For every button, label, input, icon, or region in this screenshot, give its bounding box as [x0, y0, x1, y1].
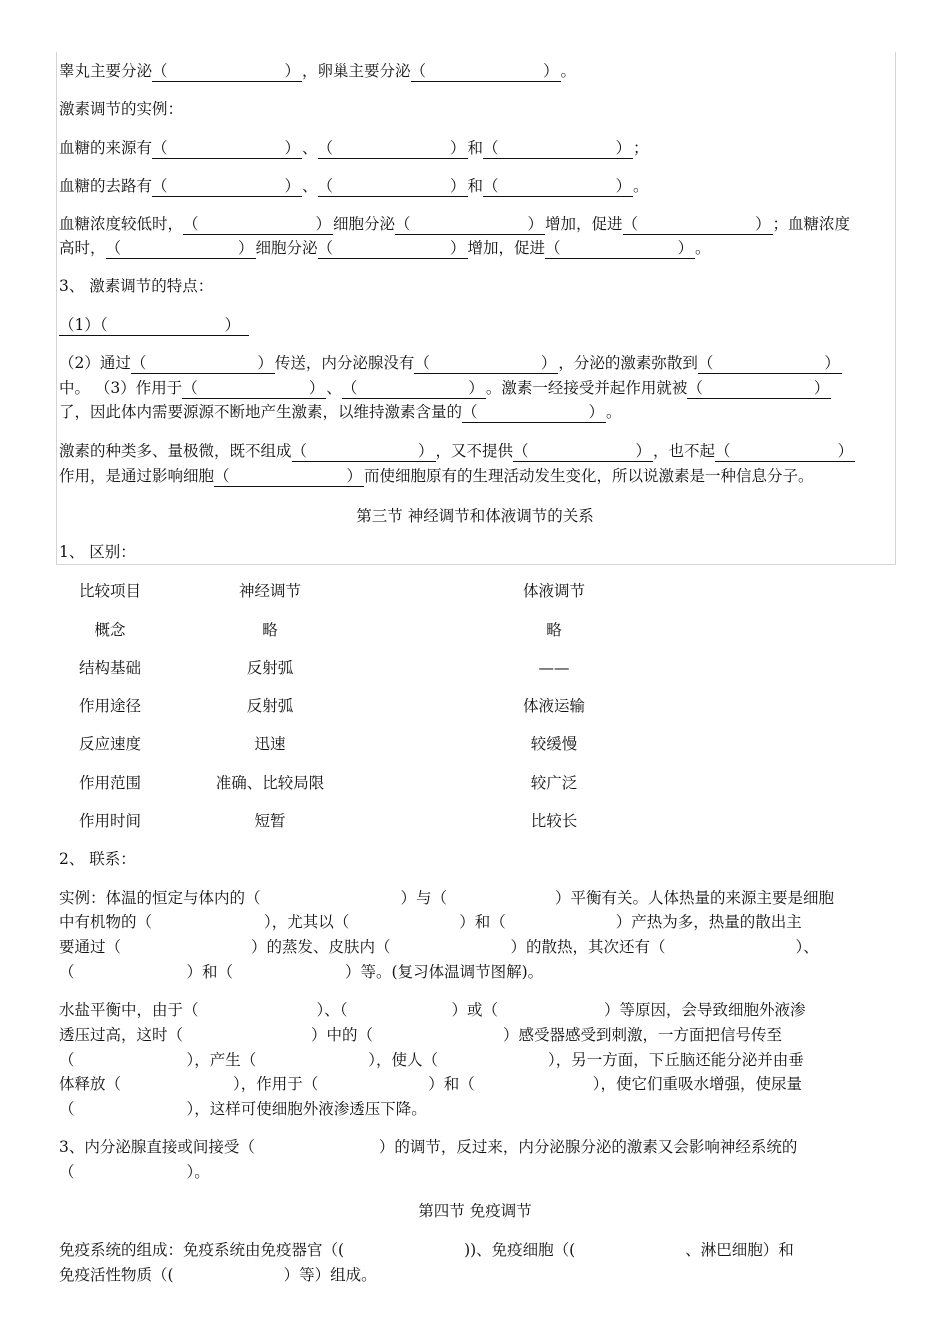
link-heading: 2、 联系： — [59, 850, 136, 868]
blank[interactable]: （ ） — [183, 215, 332, 233]
immune-line-1: 免疫系统的组成：免疫系统由免疫器官（( ))、免疫细胞（( 、淋巴细胞）和 — [59, 1241, 794, 1259]
line-hormone-1: 激素的种类多、量极微，既不组成（ ） ，又不提供（ ） ，也不起（ ） — [59, 442, 854, 460]
blank[interactable]: （ ） — [395, 215, 544, 233]
line-feature-4: 了，因此体内需要源源不断地产生激素，以维持激素含量的（ ） 。 — [59, 403, 622, 421]
line-high-glucose: 高时，（ ） 细胞分泌（ ） 增加，促进（ ） 。 — [59, 239, 711, 257]
table-header: 神经调节 — [238, 582, 301, 600]
table-cell: 略 — [262, 621, 278, 639]
blank[interactable]: （ ） — [545, 239, 694, 257]
table-cell: 反应速度 — [78, 735, 141, 753]
table-cell: 反射弧 — [246, 697, 294, 715]
blank[interactable]: （1）（ ） — [59, 315, 249, 336]
blank[interactable]: （ ） — [291, 442, 434, 460]
temp-line-3: 要通过（ ）的蒸发、皮肤内（ ）的散热，其次还有（ ）、 — [59, 938, 819, 956]
line-feature-3: 中。 （3）作用于（ ） 、（ ） 。激素一经接受并起作用就被（ ） — [59, 379, 830, 397]
temp-line-1: 实例：体温的恒定与体内的（ ）与（ ）平衡有关。人体热量的来源主要是细胞 — [59, 889, 835, 907]
table-cell: 作用途径 — [78, 697, 141, 715]
water-line-3: （ ），产生（ ），使人（ ），另一方面，下丘脑还能分泌并由垂 — [59, 1051, 804, 1069]
immune-line-2: 免疫活性物质（( ）等）组成。 — [59, 1266, 377, 1284]
table-cell: 体液运输 — [522, 697, 585, 715]
endocrine-line-1: 3、内分泌腺直接或间接受（ ）的调节，反过来，内分泌腺分泌的激素又会影响神经系统的 — [59, 1138, 798, 1156]
table-cell: 比较长 — [530, 812, 578, 830]
blank[interactable]: （ ） — [715, 442, 854, 460]
blank[interactable]: （ ） — [317, 177, 466, 195]
boxed-section — [56, 52, 896, 565]
line-glucose-out: 血糖的去路有（ ） 、（ ） 和（ ） 。 — [59, 177, 649, 195]
blank[interactable]: （ ） — [152, 62, 301, 80]
blank[interactable]: （ ） — [317, 139, 466, 157]
section-4-title: 第四节 免疫调节 — [418, 1202, 532, 1220]
temp-line-4: （ ）和（ ）等。(复习体温调节图解)。 — [59, 963, 544, 981]
table-cell: 短暂 — [254, 812, 286, 830]
blank[interactable]: （ ） — [483, 177, 632, 195]
water-line-5: （ ），这样可使细胞外液渗透压下降。 — [59, 1100, 427, 1118]
examples-heading: 激素调节的实例： — [59, 100, 184, 118]
blank[interactable]: （ ） — [414, 354, 557, 372]
table-cell: 概念 — [94, 621, 126, 639]
blank[interactable]: （ ） — [462, 403, 605, 421]
water-line-4: 体释放（ ），作用于（ ）和（ ），使它们重吸水增强，使尿量 — [59, 1075, 803, 1093]
blank[interactable]: （ ） — [317, 239, 466, 257]
blank[interactable]: （ ） — [697, 354, 840, 372]
endocrine-line-2: （ ）。 — [59, 1163, 210, 1181]
table-cell: —— — [538, 659, 570, 677]
table-header: 体液调节 — [522, 582, 585, 600]
line-feature-1 — [59, 315, 249, 336]
table-header: 比较项目 — [78, 582, 141, 600]
line-glucose-source: 血糖的来源有（ ） 、（ ） 和（ ） ； — [59, 139, 649, 157]
features-heading: 3、 激素调节的特点： — [59, 277, 214, 295]
line-feature-2: （2）通过（ ） 传送，内分泌腺没有（ ） ，分泌的激素弥散到（ ） — [59, 354, 840, 372]
table-cell: 迅速 — [254, 735, 286, 753]
line-low-glucose: 血糖浓度较低时，（ ） 细胞分泌（ ） 增加，促进（ ） ；血糖浓度 — [59, 215, 851, 233]
line-hormone-2: 作用，是通过影响细胞（ ） 而使细胞原有的生理活动发生变化，所以说激素是一种信息分子。 — [59, 467, 814, 485]
blank[interactable]: （ ） — [130, 354, 273, 372]
water-line-2: 透压过高，这时（ ）中的（ ）感受器感受到刺激，一方面把信号传至 — [59, 1026, 783, 1044]
table-cell: 略 — [546, 621, 562, 639]
blank[interactable]: （ ） — [214, 467, 363, 485]
table-cell: 较缓慢 — [530, 735, 578, 753]
blank[interactable]: （ ） — [105, 239, 254, 257]
table-cell: 作用时间 — [78, 812, 141, 830]
blank[interactable]: （ ） — [152, 177, 301, 195]
water-line-1: 水盐平衡中，由于（ ）、（ ）或（ ）等原因，会导致细胞外液渗 — [59, 1001, 806, 1019]
blank[interactable]: （ ） — [341, 379, 484, 397]
table-cell: 结构基础 — [78, 659, 141, 677]
table-cell: 作用范围 — [78, 774, 141, 792]
table-cell: 反射弧 — [246, 659, 294, 677]
table-cell: 较广泛 — [530, 774, 578, 792]
temp-line-2: 中有机物的（ ），尤其以（ ）和（ ）产热为多，热量的散出主 — [59, 913, 802, 931]
line-testis: 睾丸主要分泌（ ） ，卵巢主要分泌（ ） 。 — [59, 62, 577, 80]
blank[interactable]: （ ） — [182, 379, 325, 397]
blank[interactable]: （ ） — [622, 215, 771, 233]
blank[interactable]: （ ） — [483, 139, 632, 157]
diff-heading: 1、 区别： — [59, 543, 136, 561]
section-3-title: 第三节 神经调节和体液调节的关系 — [356, 507, 594, 525]
blank[interactable]: （ ） — [410, 62, 559, 80]
table-cell: 准确、比较局限 — [215, 774, 325, 792]
blank[interactable]: （ ） — [687, 379, 830, 397]
blank[interactable]: （ ） — [152, 139, 301, 157]
blank[interactable]: （ ） — [513, 442, 652, 460]
